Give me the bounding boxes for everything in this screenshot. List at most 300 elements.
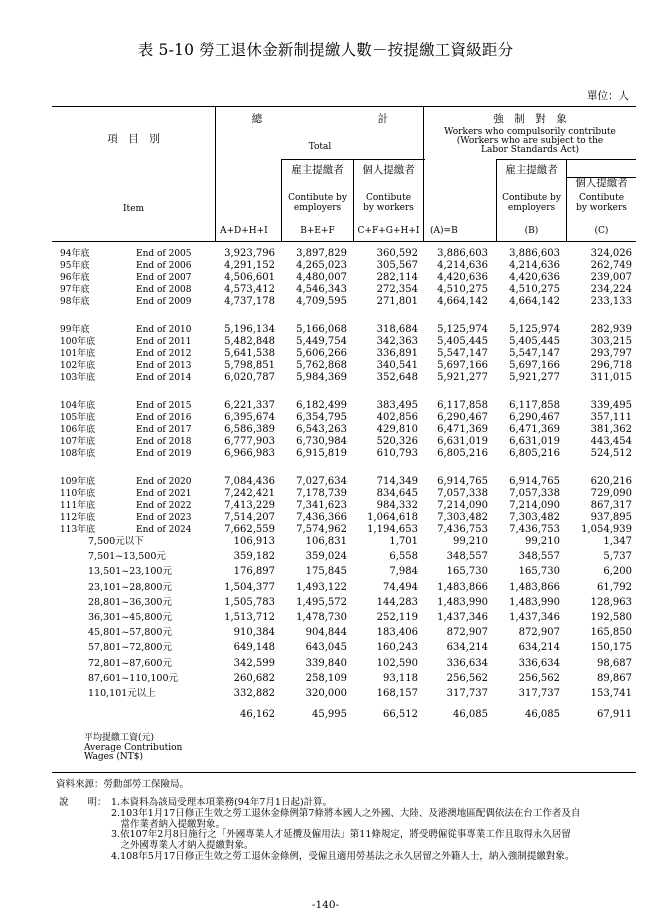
table-cell: 150,175 [590, 642, 632, 654]
band-row [52, 688, 636, 700]
table-cell: 165,850 [590, 627, 632, 639]
compulsory-header-en-2: (Workers who are subject to the [456, 136, 604, 146]
table-cell: 6,730,984 [296, 436, 347, 447]
row-label: 72,801~87,600元 [88, 657, 172, 669]
table-cell: 106,913 [233, 536, 275, 547]
comp-employer-header-en: Contibute by employers [502, 193, 561, 213]
note-line: 當作業者納入提繳對象。 [111, 819, 226, 830]
table-cell: 183,406 [376, 627, 418, 639]
table-cell: 6,915,819 [296, 448, 347, 459]
table-cell: 1,194,653 [367, 524, 418, 535]
table-cell: 5,984,369 [296, 372, 347, 383]
note-line: 4.108年5月17日修正生效之勞工退休金條例，受僱且適用勞基法之永久居留之外籍人士，納入強制提繳對象。 [111, 851, 575, 862]
band-row [52, 597, 636, 609]
row-label-en: End of 2019 [136, 449, 192, 459]
table-cell: 102,590 [376, 657, 418, 669]
year-row [52, 424, 636, 436]
table-top-rule [52, 106, 636, 107]
table-cell: 359,024 [305, 551, 347, 563]
row-label-zh: 100年底 [60, 337, 96, 347]
table-cell: 5,697,166 [437, 360, 488, 371]
table-cell: 7,574,962 [296, 524, 347, 535]
year-row [52, 436, 636, 448]
row-label-zh: 94年底 [60, 249, 90, 259]
row-label-zh: 95年底 [60, 261, 90, 271]
table-cell: 620,216 [590, 476, 632, 487]
table-cell: 6,558 [389, 551, 418, 563]
row-label-en: End of 2007 [136, 273, 192, 283]
row-label: 36,301~45,800元 [88, 612, 172, 623]
table-cell: 234,224 [590, 284, 632, 295]
table-cell: 4,664,142 [437, 296, 488, 307]
table-cell: 4,573,412 [224, 284, 275, 295]
table-cell: 4,420,636 [509, 272, 560, 283]
compulsory-header-zh: 強 制 對 象 [493, 113, 567, 125]
table-cell: 46,085 [453, 709, 488, 721]
row-label-zh: 113年底 [60, 525, 96, 535]
table-cell: 7,341,623 [296, 500, 347, 511]
table-cell: 1,505,783 [224, 596, 275, 608]
table-cell: 260,682 [233, 672, 275, 684]
table-cell: 318,684 [376, 324, 418, 335]
year-row [52, 500, 636, 512]
table-cell: 144,283 [376, 596, 418, 608]
table-cell: 5,547,147 [437, 348, 488, 359]
row-label-en: End of 2010 [136, 325, 192, 335]
table-cell: 5,125,974 [437, 324, 488, 335]
table-cell: 3,886,603 [509, 248, 560, 259]
table-cell: 867,317 [590, 500, 632, 511]
table-cell: 5,762,868 [296, 360, 347, 371]
total-employer-header-en: Contibute by employers [288, 193, 347, 213]
table-cell: 937,895 [590, 512, 632, 523]
row-label-zh: 99年底 [60, 325, 90, 335]
table-cell: 5,125,974 [509, 324, 560, 335]
row-label-en: End of 2021 [136, 489, 192, 499]
table-cell: 233,133 [590, 296, 632, 307]
table-cell: 7,436,753 [509, 524, 560, 535]
table-cell: 429,810 [376, 424, 418, 435]
row-label-zh: 97年底 [60, 285, 90, 295]
row-label-zh: 96年底 [60, 273, 90, 283]
table-cell: 6,471,369 [437, 424, 488, 435]
table-cell: 7,057,338 [509, 488, 560, 499]
table-cell: 61,792 [597, 581, 632, 593]
row-label: 45,801~57,800元 [88, 627, 172, 639]
table-cell: 3,923,796 [224, 248, 275, 259]
table-cell: 5,196,134 [224, 324, 275, 335]
row-label-en: End of 2008 [136, 285, 192, 295]
table-cell: 342,599 [233, 657, 275, 669]
table-cell: 1,493,122 [296, 581, 347, 593]
table-cell: 4,420,636 [437, 272, 488, 283]
year-row [52, 372, 636, 384]
average-label-zh: 平均提繳工資(元) [84, 733, 155, 743]
table-cell: 160,243 [376, 642, 418, 654]
table-cell: 7,436,753 [437, 524, 488, 535]
table-cell: 256,562 [518, 672, 560, 684]
table-cell: 714,349 [376, 476, 418, 487]
comp-worker-header-zh: 個人提繳者 [575, 177, 628, 189]
year-row [52, 284, 636, 296]
table-cell: 339,495 [590, 400, 632, 411]
row-label-zh: 110年底 [60, 489, 96, 499]
table-cell: 5,405,445 [509, 336, 560, 347]
table-cell: 6,543,263 [296, 424, 347, 435]
table-cell: 305,567 [376, 260, 418, 271]
note-line: 2.103年1月17日修正生效之勞工退休金條例第7條將本國人之外國、大陸、及港澳地區配偶依法在台工作者及自 [111, 808, 581, 819]
year-row [52, 412, 636, 424]
band-row [52, 673, 636, 685]
table-cell: 872,907 [446, 627, 488, 639]
formula-total: A+D+H+I [220, 226, 268, 236]
compulsory-header-en-3: Labor Standards Act) [481, 145, 579, 155]
table-cell: 383,495 [376, 400, 418, 411]
table-cell: 7,178,739 [296, 488, 347, 499]
row-label-en: End of 2011 [136, 337, 192, 347]
year-row [52, 296, 636, 308]
total-header-zh: 總 計 [251, 113, 389, 125]
row-label: 57,801~72,800元 [88, 642, 172, 654]
table-cell: 336,634 [446, 657, 488, 669]
notes-label: 說 明： [59, 797, 107, 808]
table-cell: 153,741 [590, 688, 632, 699]
total-worker-header-en: Contibute by workers [363, 193, 414, 213]
row-label-en: End of 2013 [136, 361, 192, 371]
table-cell: 4,709,595 [296, 296, 347, 307]
table-cell: 6,914,765 [509, 476, 560, 487]
table-cell: 4,291,152 [224, 260, 275, 271]
comp-employer-header-zh: 雇主提繳者 [505, 164, 558, 176]
table-cell: 5,921,277 [437, 372, 488, 383]
table-cell: 3,897,829 [296, 248, 347, 259]
table-cell: 984,332 [376, 500, 418, 511]
table-cell: 524,512 [590, 448, 632, 459]
row-label: 13,501~23,100元 [88, 566, 172, 578]
table-cell: 6,290,467 [437, 412, 488, 423]
table-cell: 5,798,851 [224, 360, 275, 371]
row-label-en: End of 2015 [136, 401, 192, 411]
table-cell: 6,020,787 [224, 372, 275, 383]
band-row [52, 551, 636, 563]
table-cell: 7,662,559 [224, 524, 275, 535]
comp-worker-header-en: Contibute by workers [576, 193, 627, 213]
table-cell: 5,697,166 [509, 360, 560, 371]
table-cell: 348,557 [518, 551, 560, 563]
table-cell: 5,449,754 [296, 336, 347, 347]
table-cell: 6,777,903 [224, 436, 275, 447]
total-header-en: Total [308, 142, 332, 152]
table-cell: 6,182,499 [296, 400, 347, 411]
year-row [52, 448, 636, 460]
table-cell: 729,090 [590, 488, 632, 499]
year-row [52, 400, 636, 412]
table-cell: 7,984 [389, 566, 418, 578]
table-cell: 6,805,216 [509, 448, 560, 459]
table-cell: 46,162 [240, 709, 275, 721]
table-cell: 6,117,858 [437, 400, 488, 411]
row-label-zh: 112年底 [60, 513, 96, 523]
table-cell: 74,494 [383, 581, 418, 593]
year-row [52, 324, 636, 336]
table-cell: 175,845 [305, 566, 347, 578]
table-cell: 66,512 [383, 709, 418, 721]
table-cell: 342,363 [376, 336, 418, 347]
row-label-en: End of 2022 [136, 501, 192, 511]
row-label-en: End of 2024 [136, 525, 192, 535]
table-cell: 3,886,603 [437, 248, 488, 259]
table-cell: 7,214,090 [437, 500, 488, 511]
table-cell: 293,797 [590, 348, 632, 359]
table-cell: 4,265,023 [296, 260, 347, 271]
year-row [52, 272, 636, 284]
table-cell: 610,793 [376, 448, 418, 459]
table-cell: 357,111 [590, 412, 632, 423]
item-column-divider [215, 106, 216, 241]
band-row [52, 627, 636, 639]
table-cell: 7,413,229 [224, 500, 275, 511]
table-cell: 1,513,712 [224, 612, 275, 623]
table-cell: 282,114 [376, 272, 418, 283]
header-bottom-rule [52, 241, 636, 242]
table-cell: 336,891 [376, 348, 418, 359]
row-label: 87,601~110,100元 [88, 672, 178, 684]
table-cell: 634,214 [446, 642, 488, 654]
row-label-en: End of 2012 [136, 349, 192, 359]
table-cell: 6,117,858 [509, 400, 560, 411]
table-cell: 272,354 [376, 284, 418, 295]
table-cell: 4,510,275 [437, 284, 488, 295]
table-cell: 67,911 [597, 709, 632, 721]
table-cell: 311,015 [590, 372, 632, 383]
table-cell: 6,200 [603, 566, 632, 578]
table-cell: 258,109 [305, 672, 347, 684]
table-cell: 1,483,866 [437, 581, 488, 593]
table-cell: 317,737 [518, 688, 560, 699]
table-cell: 7,242,421 [224, 488, 275, 499]
formula-worker: C+F+G+H+I [357, 226, 420, 236]
table-cell: 910,384 [233, 627, 275, 639]
table-cell: 1,054,939 [581, 524, 632, 535]
table-cell: 7,436,366 [296, 512, 347, 523]
table-cell: 359,182 [233, 551, 275, 563]
band-row [52, 582, 636, 594]
year-row [52, 260, 636, 272]
table-cell: 4,664,142 [509, 296, 560, 307]
table-cell: 4,546,343 [296, 284, 347, 295]
row-label-zh: 104年底 [60, 401, 96, 411]
table-cell: 872,907 [518, 627, 560, 639]
row-label-en: End of 2006 [136, 261, 192, 271]
table-bottom-rule [52, 772, 636, 773]
table-cell: 106,831 [305, 536, 347, 547]
table-cell: 1,483,866 [509, 581, 560, 593]
page-title: 表 5-10 勞工退休金新制提繳人數－按提繳工資級距分 [137, 41, 514, 59]
table-cell: 348,557 [446, 551, 488, 563]
table-cell: 45,995 [312, 709, 347, 721]
source-note: 資料來源：勞動部勞工保險局。 [56, 779, 190, 790]
table-cell: 4,737,178 [224, 296, 275, 307]
table-cell: 99,210 [453, 536, 488, 547]
row-label-zh: 108年底 [60, 449, 96, 459]
year-row [52, 348, 636, 360]
table-cell: 176,897 [233, 566, 275, 578]
table-cell: 271,801 [376, 296, 418, 307]
table-cell: 128,963 [590, 596, 632, 608]
table-cell: 402,856 [376, 412, 418, 423]
row-label-en: End of 2009 [136, 297, 192, 307]
table-cell: 7,084,436 [224, 476, 275, 487]
table-cell: 6,290,467 [509, 412, 560, 423]
item-header-en: Item [122, 204, 145, 214]
row-label-zh: 109年底 [60, 477, 96, 487]
table-cell: 1,483,990 [437, 596, 488, 608]
formula-employer: B+E+F [300, 226, 335, 236]
table-cell: 7,027,634 [296, 476, 347, 487]
note-line: 1.本資料為該局受理本項業務(94年7月1日起)計算。 [111, 797, 333, 808]
table-cell: 4,510,275 [509, 284, 560, 295]
table-cell: 6,221,337 [224, 400, 275, 411]
row-label-zh: 111年底 [60, 501, 96, 511]
table-cell: 5,405,445 [437, 336, 488, 347]
table-cell: 7,303,482 [509, 512, 560, 523]
row-label-zh: 107年底 [60, 437, 96, 447]
table-cell: 303,215 [590, 336, 632, 347]
band-row [52, 612, 636, 624]
table-cell: 336,634 [518, 657, 560, 669]
table-cell: 352,648 [376, 372, 418, 383]
row-label-en: End of 2014 [136, 373, 192, 383]
table-cell: 643,045 [305, 642, 347, 654]
band-row [52, 536, 636, 548]
table-cell: 6,395,674 [224, 412, 275, 423]
table-cell: 5,921,277 [509, 372, 560, 383]
table-cell: 165,730 [446, 566, 488, 578]
table-cell: 6,966,983 [224, 448, 275, 459]
table-cell: 1,064,618 [367, 512, 418, 523]
table-cell: 252,119 [376, 612, 418, 623]
year-row [52, 476, 636, 488]
year-row [52, 488, 636, 500]
year-row [52, 360, 636, 372]
average-label-en-2: Wages (NT$) [84, 752, 144, 762]
table-cell: 296,718 [590, 360, 632, 371]
table-cell: 6,631,019 [509, 436, 560, 447]
table-cell: 1,701 [389, 536, 418, 547]
table-cell: 1,478,730 [296, 612, 347, 623]
table-cell: 168,157 [376, 688, 418, 699]
table-cell: 98,687 [597, 657, 632, 669]
row-label-zh: 103年底 [60, 373, 96, 383]
table-cell: 339,840 [305, 657, 347, 669]
table-cell: 4,480,007 [296, 272, 347, 283]
total-employer-header-zh: 雇主提繳者 [291, 164, 344, 176]
table-cell: 4,506,601 [224, 272, 275, 283]
table-cell: 834,645 [376, 488, 418, 499]
row-label-zh: 98年底 [60, 297, 90, 307]
table-cell: 4,214,636 [509, 260, 560, 271]
table-cell: 5,737 [603, 551, 632, 563]
table-cell: 1,495,572 [296, 596, 347, 608]
table-cell: 1,437,346 [437, 612, 488, 623]
table-cell: 262,749 [590, 260, 632, 271]
table-cell: 324,026 [590, 248, 632, 259]
row-label-zh: 105年底 [60, 413, 96, 423]
row-label-zh: 101年底 [60, 349, 96, 359]
note-line: 3.依107年2月8日施行之「外國專業人才延攬及僱用法」第11條規定，將受聘僱從事專業工作且取得永久居留 [111, 829, 571, 840]
formula-comp-worker: (C) [594, 226, 609, 236]
row-label: 110,101元以上 [88, 688, 156, 699]
table-cell: 4,214,636 [437, 260, 488, 271]
compulsory-header-en-1: Workers who compulsorily contribute [444, 127, 616, 137]
table-cell: 7,057,338 [437, 488, 488, 499]
table-cell: 6,631,019 [437, 436, 488, 447]
table-cell: 1,483,990 [509, 596, 560, 608]
year-row [52, 336, 636, 348]
table-cell: 332,882 [233, 688, 275, 699]
table-cell: 165,730 [518, 566, 560, 578]
table-cell: 7,303,482 [437, 512, 488, 523]
table-cell: 7,514,207 [224, 512, 275, 523]
formula-comp-total: (A)=B [430, 226, 458, 236]
table-cell: 317,737 [446, 688, 488, 699]
table-cell: 7,214,090 [509, 500, 560, 511]
table-cell: 320,000 [305, 688, 347, 699]
statistics-table [52, 106, 636, 773]
table-cell: 93,118 [383, 672, 418, 684]
row-label-en: End of 2016 [136, 413, 192, 423]
row-label-en: End of 2005 [136, 249, 192, 259]
table-cell: 904,844 [305, 627, 347, 639]
band-row [52, 566, 636, 578]
table-cell: 340,541 [376, 360, 418, 371]
table-cell: 239,007 [590, 272, 632, 283]
item-header-zh: 項 目 別 [107, 133, 160, 145]
row-label: 7,501~13,500元 [88, 551, 166, 563]
formula-comp-employer: (B) [524, 226, 539, 236]
table-cell: 192,580 [590, 612, 632, 623]
table-cell: 520,326 [376, 436, 418, 447]
table-cell: 6,471,369 [509, 424, 560, 435]
row-label-en: End of 2020 [136, 477, 192, 487]
table-cell: 649,148 [233, 642, 275, 654]
unit-label: 單位：人 [587, 90, 629, 102]
table-cell: 6,354,795 [296, 412, 347, 423]
average-row [52, 709, 636, 721]
year-row [52, 248, 636, 260]
year-row [52, 512, 636, 524]
band-row [52, 658, 636, 670]
table-cell: 1,347 [603, 536, 632, 547]
year-row [52, 524, 636, 536]
row-label-en: End of 2017 [136, 425, 192, 435]
table-cell: 46,085 [525, 709, 560, 721]
row-label-zh: 106年底 [60, 425, 96, 435]
row-label-en: End of 2018 [136, 437, 192, 447]
table-cell: 5,482,848 [224, 336, 275, 347]
table-cell: 1,437,346 [509, 612, 560, 623]
table-cell: 360,592 [376, 248, 418, 259]
table-cell: 5,166,068 [296, 324, 347, 335]
table-cell: 381,362 [590, 424, 632, 435]
table-cell: 256,562 [446, 672, 488, 684]
row-label: 23,101~28,800元 [88, 581, 172, 593]
row-label: 28,801~36,300元 [88, 596, 172, 608]
table-cell: 282,939 [590, 324, 632, 335]
row-label-en: End of 2023 [136, 513, 192, 523]
page-number: -140- [311, 899, 340, 911]
row-label: 7,500元以下 [88, 536, 144, 547]
